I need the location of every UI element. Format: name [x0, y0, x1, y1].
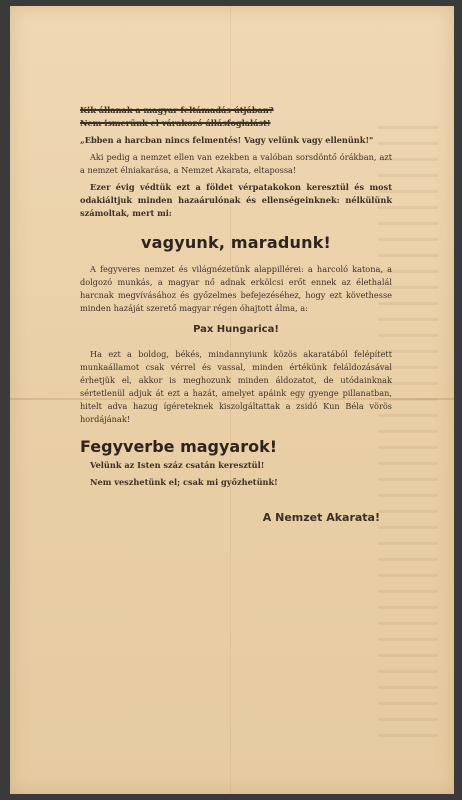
- paragraph-thousand-years: Ezer évig védtük ezt a földet vérpatakokon keresztül és most odakiáltjuk minden hazaárulónak és ellenségeinknek: nélkülünk számoltak, mert mi:: [80, 182, 392, 218]
- closing-signature: A Nemzet Akarata!: [262, 511, 380, 524]
- pax-hungarica: Pax Hungarica!: [193, 324, 279, 335]
- slogan-we-will-win: Nem veszhetünk el; csak mi győzhetünk!: [90, 477, 278, 487]
- slogan-god-with-us: Velünk az Isten száz csatán keresztül!: [90, 460, 265, 470]
- leaflet-text: [80, 104, 392, 524]
- paragraph-armed-nation: A fegyveres nemzet és világnézetünk alappillérei: a harcoló katona, a dolgozó munkás, a magyar nő adnak erkölcsi erőt ennek az élethalál harcnak megvívásához és győzelmes befejezéséhez, hogy ezt követhesse minden hazáját szerető magyar régen óhajtott álma, a:: [80, 264, 392, 313]
- paragraph-against-nation: Aki pedig a nemzet ellen van ezekben a valóban sorsdöntő órákban, azt a nemzet élniakarása, a Nemzet Akarata, eltapossa!: [80, 152, 392, 175]
- line-question: Kik állanak a magyar feltámadás útjában?: [80, 105, 274, 115]
- paragraph-work-state: Ha ezt a boldog, békés, mindannyiunk közös akaratából felépített munkaállamot csak vérrel és vassal, minden értékünk feláldozásával érhetjük el, akkor is meghozunk minden áldozatot, de utódainknak sértetlenül adjuk át ezt a hazát, amelyet apáink egy gyenge pillanatban, hitelt adva hazug ígéreteknek kiszolgáltattak a zsidó Kun Béla vörös hordájának!: [80, 349, 392, 424]
- heading-fegyverbe: Fegyverbe magyarok!: [80, 437, 278, 456]
- heading-vagyunk: vagyunk, maradunk!: [140, 233, 332, 252]
- line-quote: „Ebben a harcban nincs felmentés! Vagy velünk vagy ellenünk!": [80, 135, 374, 145]
- line-no-waiting: Nem ismerünk el várakozó állásfoglalást!: [80, 118, 271, 128]
